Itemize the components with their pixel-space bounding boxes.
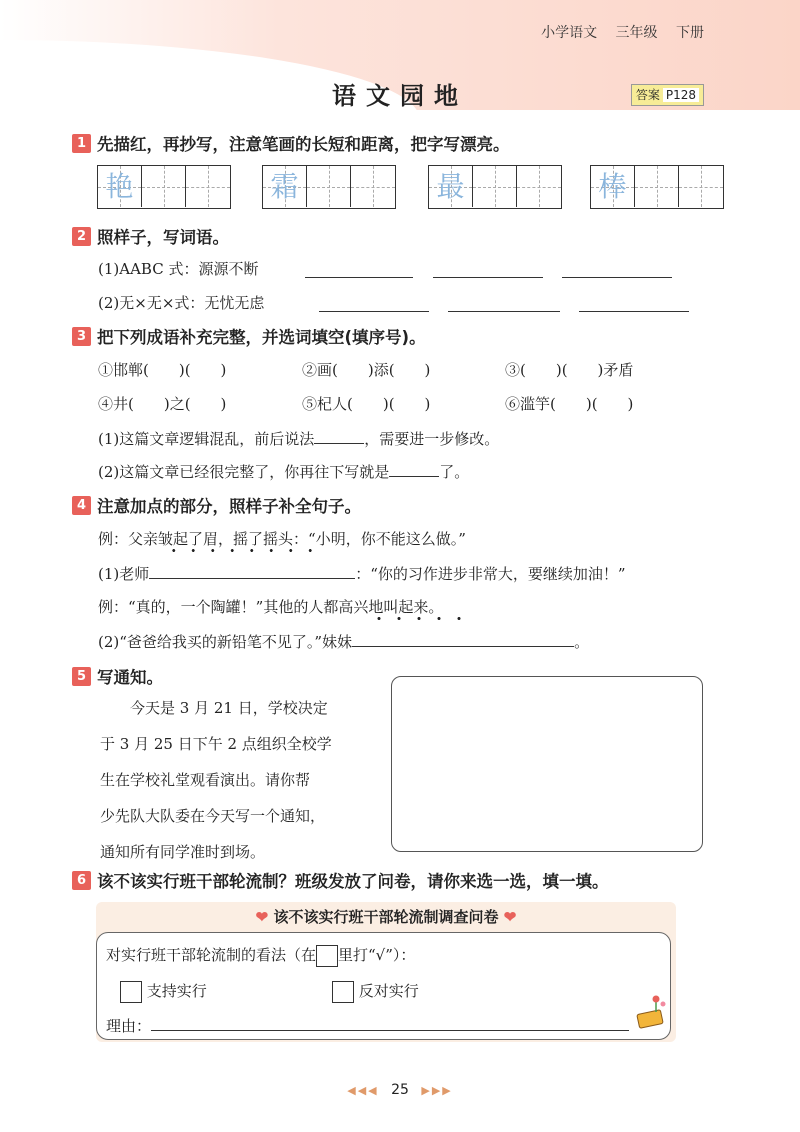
volume-label: 下册 <box>676 25 704 41</box>
page-number: 25 <box>391 1082 409 1098</box>
heart-icon: ❤ <box>503 908 517 926</box>
question-4-text: 注意加点的部分，照样子补全句子。 <box>97 497 361 516</box>
survey-prompt-b: 里打“√”）： <box>338 946 416 964</box>
reason-line <box>106 1015 629 1036</box>
question-number-badge: 2 <box>72 227 91 246</box>
question-6-text: 该不该实行班干部轮流制？班级发放了问卷，请你来选一选，填一填。 <box>97 872 609 891</box>
question-1-heading <box>72 131 510 155</box>
q4-l2-a: (2)“爸爸给我买的新铅笔不见了。”妹妹 <box>98 633 353 651</box>
question-number-badge: 6 <box>72 871 91 890</box>
answer-blank[interactable] <box>579 296 689 312</box>
left-arrows-icon: ◀◀◀ <box>347 1084 379 1097</box>
idiom-item-3[interactable]: ③( )( )矛盾 <box>505 361 634 379</box>
header-meta <box>527 22 704 42</box>
q4-l2-b: 。 <box>574 633 590 651</box>
survey-prompt-a: 对实行班干部轮流制的看法（在 <box>106 946 317 964</box>
subject-label: 小学语文 <box>541 25 598 41</box>
q2-line-1-text: (1)AABC 式：源源不断 <box>98 260 259 278</box>
q2-line-2 <box>98 292 264 313</box>
answer-blank[interactable] <box>448 296 560 312</box>
trace-char: 棒 <box>598 170 627 203</box>
emphasis-dots <box>164 549 320 552</box>
writing-grid-2[interactable] <box>262 165 396 209</box>
q4-ex2-pre: 例：“真的，一个陶罐！”其他的人都 <box>98 598 339 616</box>
question-2-text: 照样子，写词语。 <box>97 228 229 247</box>
q3-sentence-2 <box>98 461 469 482</box>
q4-ex1-dot: 皱起了眉，摇了摇头 <box>158 530 294 548</box>
question-2-heading <box>72 224 229 248</box>
notice-line: 今天是 3 月 21 日，学校决定 <box>100 699 328 717</box>
page-title: 语文园地 <box>332 82 468 110</box>
notice-line: 通知所有同学准时到场。 <box>100 843 266 861</box>
answer-blank[interactable] <box>389 461 439 477</box>
question-1-text: 先描红，再抄写，注意笔画的长短和距离，把字写漂亮。 <box>97 135 510 154</box>
question-3-text: 把下列成语补充完整，并选词填空(填序号)。 <box>97 328 426 347</box>
q3-s2-a: (2)这篇文章已经很完整了，你再往下写就是 <box>98 463 390 481</box>
answer-badge[interactable] <box>631 84 704 106</box>
survey-prompt <box>106 944 415 967</box>
heart-icon: ❤ <box>255 908 269 926</box>
trace-char: 最 <box>436 170 465 203</box>
q3-sentence-1 <box>98 428 499 449</box>
idiom-item-6[interactable]: ⑥滥竽( )( ) <box>505 395 634 413</box>
answer-blank[interactable] <box>319 296 429 312</box>
question-number-badge: 3 <box>72 327 91 346</box>
emphasis-dots <box>369 617 469 620</box>
q4-line-2 <box>98 631 589 652</box>
answer-blank[interactable] <box>352 631 574 647</box>
writing-grid-3[interactable] <box>428 165 562 209</box>
page-footer <box>0 1082 800 1098</box>
writing-grid-1[interactable] <box>97 165 231 209</box>
idiom-item-4[interactable]: ④井( )之( ) <box>98 395 227 413</box>
survey-title-text: 该不该实行班干部轮流制调查问卷 <box>273 908 499 926</box>
answer-blank[interactable] <box>305 262 413 278</box>
q4-ex2-post: 。 <box>428 598 444 616</box>
support-checkbox[interactable] <box>120 981 142 1003</box>
trace-char: 霜 <box>270 170 299 203</box>
q3-s1-b: ，需要进一步修改。 <box>364 430 500 448</box>
question-5-text: 写通知。 <box>97 668 163 687</box>
q4-example-2 <box>98 596 443 617</box>
idiom-item-1[interactable]: ①邯郸( )( ) <box>98 361 227 379</box>
survey-title <box>96 906 676 927</box>
book-flower-icon <box>634 994 670 1030</box>
q2-line-1 <box>98 258 258 279</box>
idiom-item-2[interactable]: ②画( )添( ) <box>302 361 431 379</box>
writing-grid-4[interactable] <box>590 165 724 209</box>
question-6-heading <box>72 868 609 892</box>
reason-label: 理由： <box>106 1017 152 1035</box>
answer-blank[interactable] <box>433 262 543 278</box>
notice-writing-area[interactable] <box>391 676 703 852</box>
q4-ex2-dot: 高兴地叫起来 <box>338 598 429 616</box>
q4-line-1 <box>98 563 626 584</box>
support-label: 支持实行 <box>146 982 207 1000</box>
q3-s1-a: (1)这篇文章逻辑混乱，前后说法 <box>98 430 315 448</box>
q3-s2-b: 了。 <box>439 463 470 481</box>
answer-blank[interactable] <box>149 563 355 579</box>
option-support[interactable] <box>120 980 207 1003</box>
answer-label: 答案 <box>635 88 660 102</box>
question-5-heading <box>72 664 163 688</box>
answer-blank[interactable] <box>314 428 364 444</box>
q4-ex1-post: ：“小明，你不能这么做。” <box>293 530 466 548</box>
q4-l1-a: (1)老师 <box>98 565 150 583</box>
notice-line: 少先队大队委在今天写一个通知， <box>100 807 326 825</box>
option-oppose[interactable] <box>332 980 419 1003</box>
question-number-badge: 5 <box>72 667 91 686</box>
answer-blank[interactable] <box>562 262 672 278</box>
question-4-heading <box>72 493 361 517</box>
question-number-badge: 1 <box>72 134 91 153</box>
right-arrows-icon: ▶▶▶ <box>421 1084 453 1097</box>
reason-blank[interactable] <box>151 1015 629 1031</box>
question-number-badge: 4 <box>72 496 91 515</box>
grade-label: 三年级 <box>615 25 658 41</box>
oppose-checkbox[interactable] <box>332 981 354 1003</box>
notice-line: 于 3 月 25 日下午 2 点组织全校学 <box>100 735 332 753</box>
q4-l1-b: ：“你的习作进步非常大，要继续加油！” <box>355 565 626 583</box>
q4-ex1-pre: 例：父亲 <box>98 530 159 548</box>
trace-char: 艳 <box>105 170 134 203</box>
q2-line-2-text: (2)无×无×式：无忧无虑 <box>98 294 265 312</box>
oppose-label: 反对实行 <box>358 982 419 1000</box>
notice-prompt <box>100 690 372 870</box>
q4-example-1 <box>98 528 466 549</box>
notice-line: 生在学校礼堂观看演出。请你帮 <box>100 771 311 789</box>
example-checkbox <box>316 945 338 967</box>
idiom-item-5[interactable]: ⑤杞人( )( ) <box>302 395 431 413</box>
dotted-phrase <box>158 530 293 548</box>
answer-page: P128 <box>663 88 699 102</box>
question-3-heading <box>72 324 426 348</box>
